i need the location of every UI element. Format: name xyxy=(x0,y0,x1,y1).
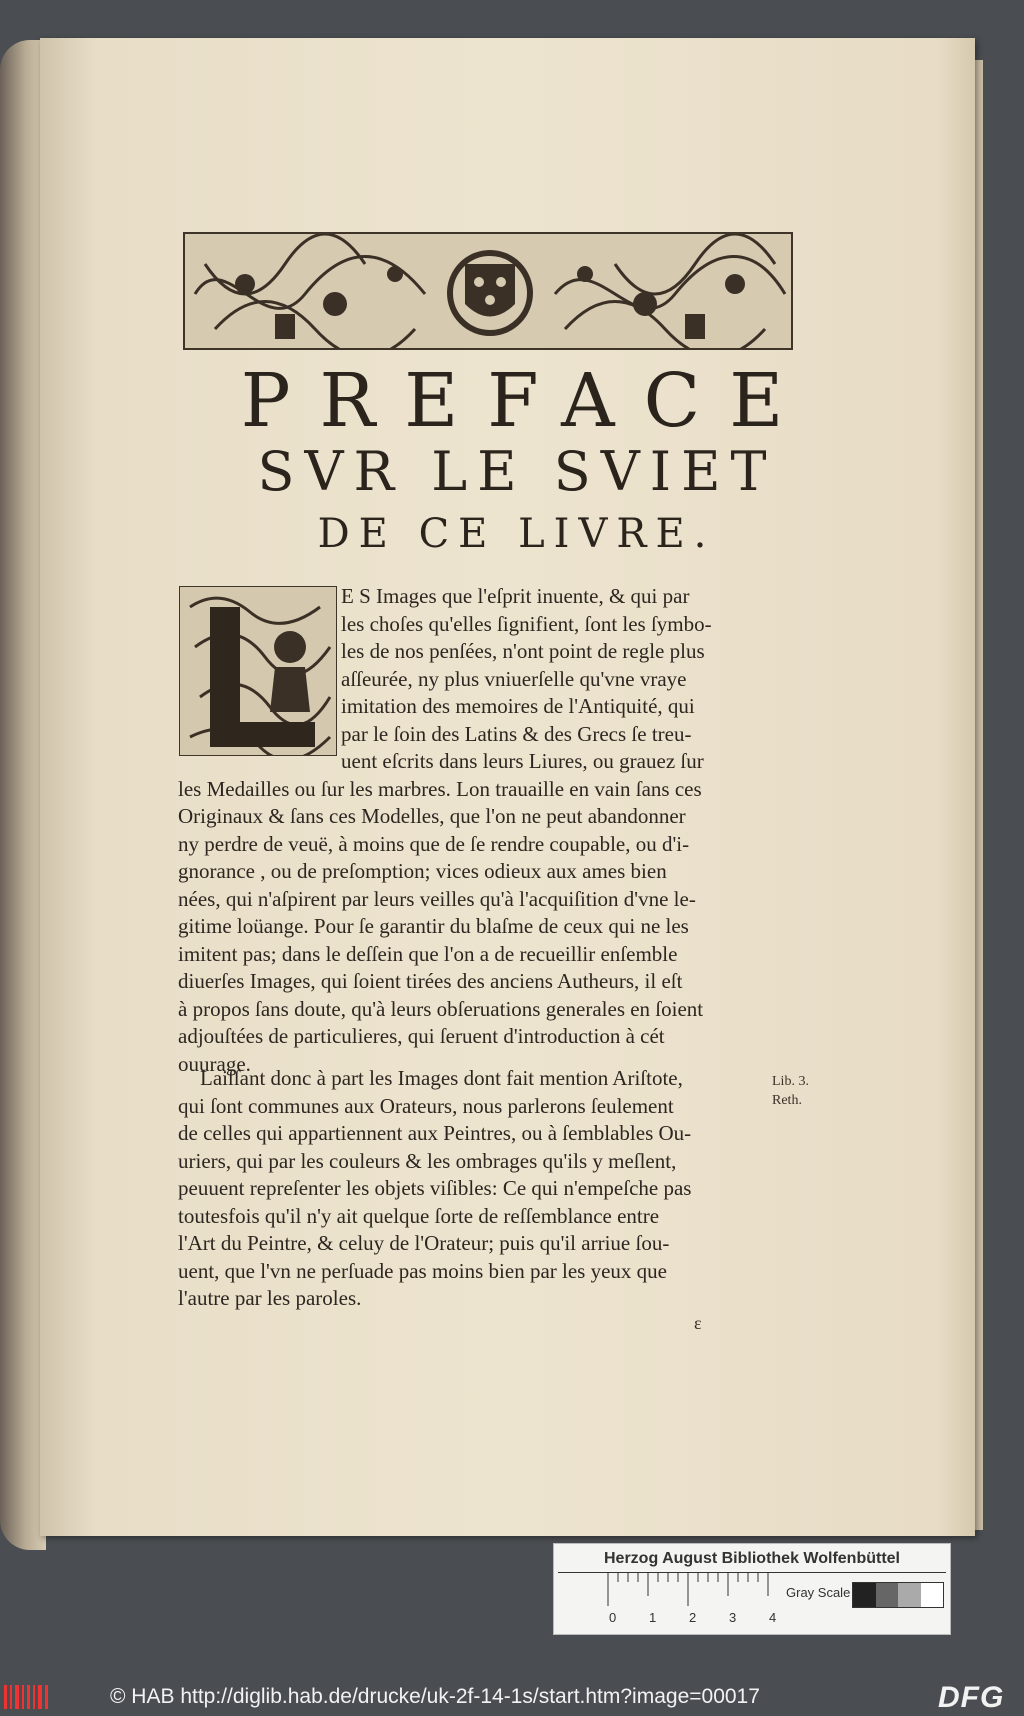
copyright-link[interactable]: © HAB http://diglib.hab.de/drucke/uk-2f-14-1s/start.htm?image=00017 xyxy=(110,1685,760,1708)
viewer-footer xyxy=(0,1678,1024,1716)
text-line: de celles qui appartiennent aux Peintres, ou à ſemblables Ou- xyxy=(178,1121,692,1145)
text-line: à propos ſans doute, qu'à leurs obſeruations generales en ſoient xyxy=(178,996,704,1021)
ruler-ticks-icon xyxy=(554,1572,794,1612)
text-line: gitime loüange. Pour ſe garantir du blaſme de ceux qui ne les xyxy=(178,914,689,938)
dfg-logo: DFG xyxy=(938,1681,1005,1714)
ruler-tick-0: 0 xyxy=(609,1610,617,1625)
paragraph-2 xyxy=(178,1065,764,1313)
text-line: par le ſoin des Latins & des Grecs ſe treu- xyxy=(341,721,692,746)
woodcut-headpiece xyxy=(183,232,793,350)
text-line: toutesfois qu'il n'y ait quelque ſorte de reſſemblance entre xyxy=(178,1203,660,1228)
ruler-tick-1: 1 xyxy=(649,1610,657,1625)
text-line: uent eſcrits dans leurs Liures, ou grauez ſur xyxy=(341,749,704,773)
barcode-icon xyxy=(4,1685,48,1709)
ruler-tick-2: 2 xyxy=(689,1610,697,1625)
text-line: l'autre par les paroles. xyxy=(178,1286,362,1310)
institution-name: Herzog August Bibliothek Wolfenbüttel xyxy=(604,1550,900,1567)
paragraph-1 xyxy=(178,583,764,1078)
text-line: les choſes qu'elles ſignifient, ſont les ſymbo- xyxy=(341,611,712,636)
title-preface: PREFACE xyxy=(240,358,813,444)
gray-scale-label: Gray Scale xyxy=(786,1585,851,1600)
text-line: les Medailles ou ſur les marbres. Lon trauaille en vain ſans ces xyxy=(178,776,702,801)
catchword: ε xyxy=(694,1313,702,1333)
title-subject: SVR LE SVIET xyxy=(257,440,777,503)
text-line: ny perdre de veuë, à moins que de ſe rendre coupable, ou d'i- xyxy=(178,831,690,856)
text-line: imitation des memoires de l'Antiquité, qui xyxy=(341,694,695,718)
text-line: les de nos penſées, n'ont point de regle plus xyxy=(341,639,705,663)
page-stack-edge xyxy=(975,60,983,1530)
text-line: E S Images que l'eſprit inuente, & qui par xyxy=(341,584,690,608)
text-line: qui ſont communes aux Orateurs, nous parlerons ſeulement xyxy=(178,1093,674,1118)
text-line: imitent pas; dans le deſſein que l'on a de recueillir enſemble xyxy=(178,941,678,966)
ruler-tick-4: 4 xyxy=(769,1610,777,1625)
text-line: diuerſes Images, qui ſoient tirées des anciens Autheurs, il eſt xyxy=(178,969,683,993)
text-line: l'Art du Peintre, & celuy de l'Orateur; puis qu'il arriue ſou- xyxy=(178,1231,670,1255)
text-line: peuuent repreſenter les objets viſibles: Ce qui n'empeſche pas xyxy=(178,1176,692,1200)
text-line: uriers, qui par les couleurs & les ombrages qu'ils y meſlent, xyxy=(178,1148,677,1173)
text-line: ouurage. xyxy=(178,1051,251,1076)
title-book: DE CE LIVRE. xyxy=(317,511,716,557)
marginal-note: Lib. 3. Reth. xyxy=(772,1074,809,1108)
text-line: uent, que l'vn ne perſuade pas moins bien par les yeux que xyxy=(178,1258,667,1283)
text-line: aſſeurée, ny plus vniuerſelle qu'vne vraye xyxy=(341,666,687,691)
text-line: Originaux & ſans ces Modelles, que l'on ne peut abandonner xyxy=(178,804,686,828)
text-line: Laiſſant donc à part les Images dont fait mention Ariſtote, xyxy=(200,1066,683,1090)
text-line: adjouſtées de particulieres, qui ſeruent d'introduction à cét xyxy=(178,1024,665,1048)
ruler-tick-3: 3 xyxy=(729,1610,737,1625)
gray-scale-swatches xyxy=(852,1582,944,1608)
headpiece-ornament-icon xyxy=(185,234,793,350)
text-line: nées, qui n'aſpirent par leurs veilles qu'à l'acquiſition d'vne le- xyxy=(178,886,696,911)
color-scale-card xyxy=(553,1543,951,1635)
text-line: gnorance , ou de preſomption; vices odieux aux ames bien xyxy=(178,859,667,883)
